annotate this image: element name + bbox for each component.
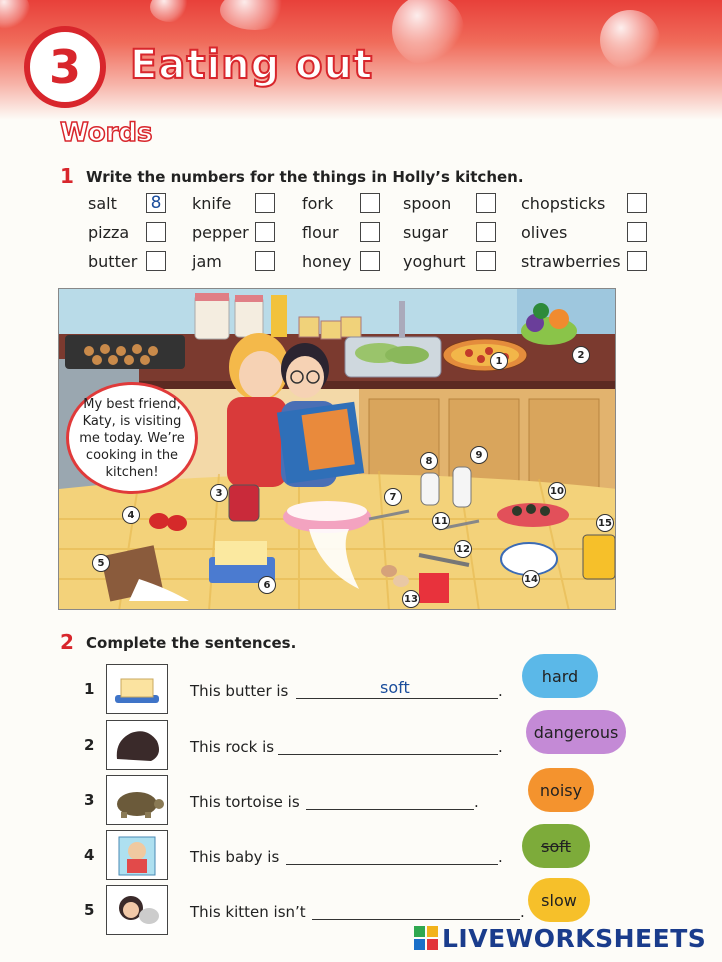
kitchen-label-5: 5 (92, 554, 110, 572)
word-olives: olives (521, 223, 568, 242)
kitchen-label-15: 15 (596, 514, 614, 532)
exercise-1-number: 1 (60, 164, 74, 188)
sentence-text: This baby is (190, 848, 280, 866)
word-salt: salt (88, 194, 117, 213)
answer-line[interactable] (312, 919, 520, 920)
kitchen-label-10: 10 (548, 482, 566, 500)
answer-box-spoon[interactable] (476, 193, 496, 213)
sentence-row-2 (84, 720, 524, 774)
sentence-text: This butter is (190, 682, 289, 700)
speech-bubble: My best friend, Katy, is visiting me today. We’re cooking in the kitchen! (66, 382, 198, 494)
word-yoghurt: yoghurt (403, 252, 466, 271)
sentence-number: 1 (84, 680, 95, 698)
word-sugar: sugar (403, 223, 449, 242)
kitchen-label-3: 3 (210, 484, 228, 502)
unit-number: 3 (48, 40, 81, 94)
sentence-period: . (498, 682, 503, 700)
baby-icon (106, 830, 168, 880)
brand-name: LIVEWORKSHEETS (442, 924, 707, 953)
kitchen-label-4: 4 (122, 506, 140, 524)
answer-box-sugar[interactable] (476, 222, 496, 242)
section-heading: Words (60, 118, 153, 148)
sentence-row-3 (84, 775, 524, 829)
sentence-text: This kitten isn’t (190, 903, 306, 921)
answer-line[interactable] (278, 754, 498, 755)
sentence-row-4 (84, 830, 524, 884)
rock-icon (106, 720, 168, 770)
answer-line[interactable] (306, 809, 474, 810)
word-honey: honey (302, 252, 352, 271)
sentence-number: 5 (84, 901, 95, 919)
decorative-bubble (600, 10, 660, 70)
word-pizza: pizza (88, 223, 130, 242)
kitchen-label-12: 12 (454, 540, 472, 558)
answer-text[interactable]: soft (380, 678, 410, 697)
answer-box-honey[interactable] (360, 251, 380, 271)
kitchen-label-14: 14 (522, 570, 540, 588)
unit-title: Eating out (130, 42, 374, 88)
answer-box-jam[interactable] (255, 251, 275, 271)
answer-box-olives[interactable] (627, 222, 647, 242)
word-chopsticks: chopsticks (521, 194, 606, 213)
kitchen-label-13: 13 (402, 590, 420, 608)
kitchen-label-8: 8 (420, 452, 438, 470)
unit-number-badge (24, 26, 106, 108)
answer-box-knife[interactable] (255, 193, 275, 213)
answer-box-pepper[interactable] (255, 222, 275, 242)
kitchen-label-11: 11 (432, 512, 450, 530)
sentence-period: . (474, 793, 479, 811)
word-bank-soft (522, 824, 590, 868)
word-pepper: pepper (192, 223, 249, 242)
word-spoon: spoon (403, 194, 452, 213)
answer-box-strawberries[interactable] (627, 251, 647, 271)
sentence-number: 2 (84, 736, 95, 754)
answer-box-salt[interactable]: 8 (146, 193, 166, 213)
sentence-period: . (498, 738, 503, 756)
answer-box-fork[interactable] (360, 193, 380, 213)
word-jam: jam (192, 252, 222, 271)
kitchen-label-7: 7 (384, 488, 402, 506)
answer-box-pizza[interactable] (146, 222, 166, 242)
word-fork: fork (302, 194, 334, 213)
word-bank-noisy (528, 768, 594, 812)
answer-box-yoghurt[interactable] (476, 251, 496, 271)
sentence-row-1 (84, 664, 524, 718)
sentence-text: This rock is (190, 738, 275, 756)
sentence-number: 3 (84, 791, 95, 809)
word-bank-label: slow (541, 890, 577, 910)
word-flour: flour (302, 223, 339, 242)
word-bank-label: noisy (539, 780, 583, 800)
kitchen-label-9: 9 (470, 446, 488, 464)
word-bank-label: soft (541, 836, 571, 856)
word-bank-dangerous (526, 710, 626, 754)
sentence-period: . (498, 848, 503, 866)
exercise-2-number: 2 (60, 630, 74, 654)
answer-box-butter[interactable] (146, 251, 166, 271)
sentence-number: 4 (84, 846, 95, 864)
kitchen-label-6: 6 (258, 576, 276, 594)
kitchen-label-2: 2 (572, 346, 590, 364)
word-bank-label: dangerous (533, 722, 619, 742)
butter-icon (106, 664, 168, 714)
word-strawberries: strawberries (521, 252, 621, 271)
word-bank-label: hard (541, 666, 579, 686)
word-knife: knife (192, 194, 232, 213)
tortoise-icon (106, 775, 168, 825)
answer-box-chopsticks[interactable] (627, 193, 647, 213)
kitten-icon (106, 885, 168, 935)
exercise-2-instruction: Complete the sentences. (86, 634, 297, 652)
liveworksheets-logo-icon (414, 926, 438, 950)
sentence-period: . (520, 903, 525, 921)
exercise-1-instruction: Write the numbers for the things in Holly’s kitchen. (86, 168, 524, 186)
answer-box-flour[interactable] (360, 222, 380, 242)
answer-line[interactable] (286, 864, 498, 865)
word-bank-hard (522, 654, 598, 698)
word-bank-slow (528, 878, 590, 922)
sentence-text: This tortoise is (190, 793, 300, 811)
answer-line[interactable] (296, 698, 498, 699)
word-butter: butter (88, 252, 138, 271)
kitchen-label-1: 1 (490, 352, 508, 370)
